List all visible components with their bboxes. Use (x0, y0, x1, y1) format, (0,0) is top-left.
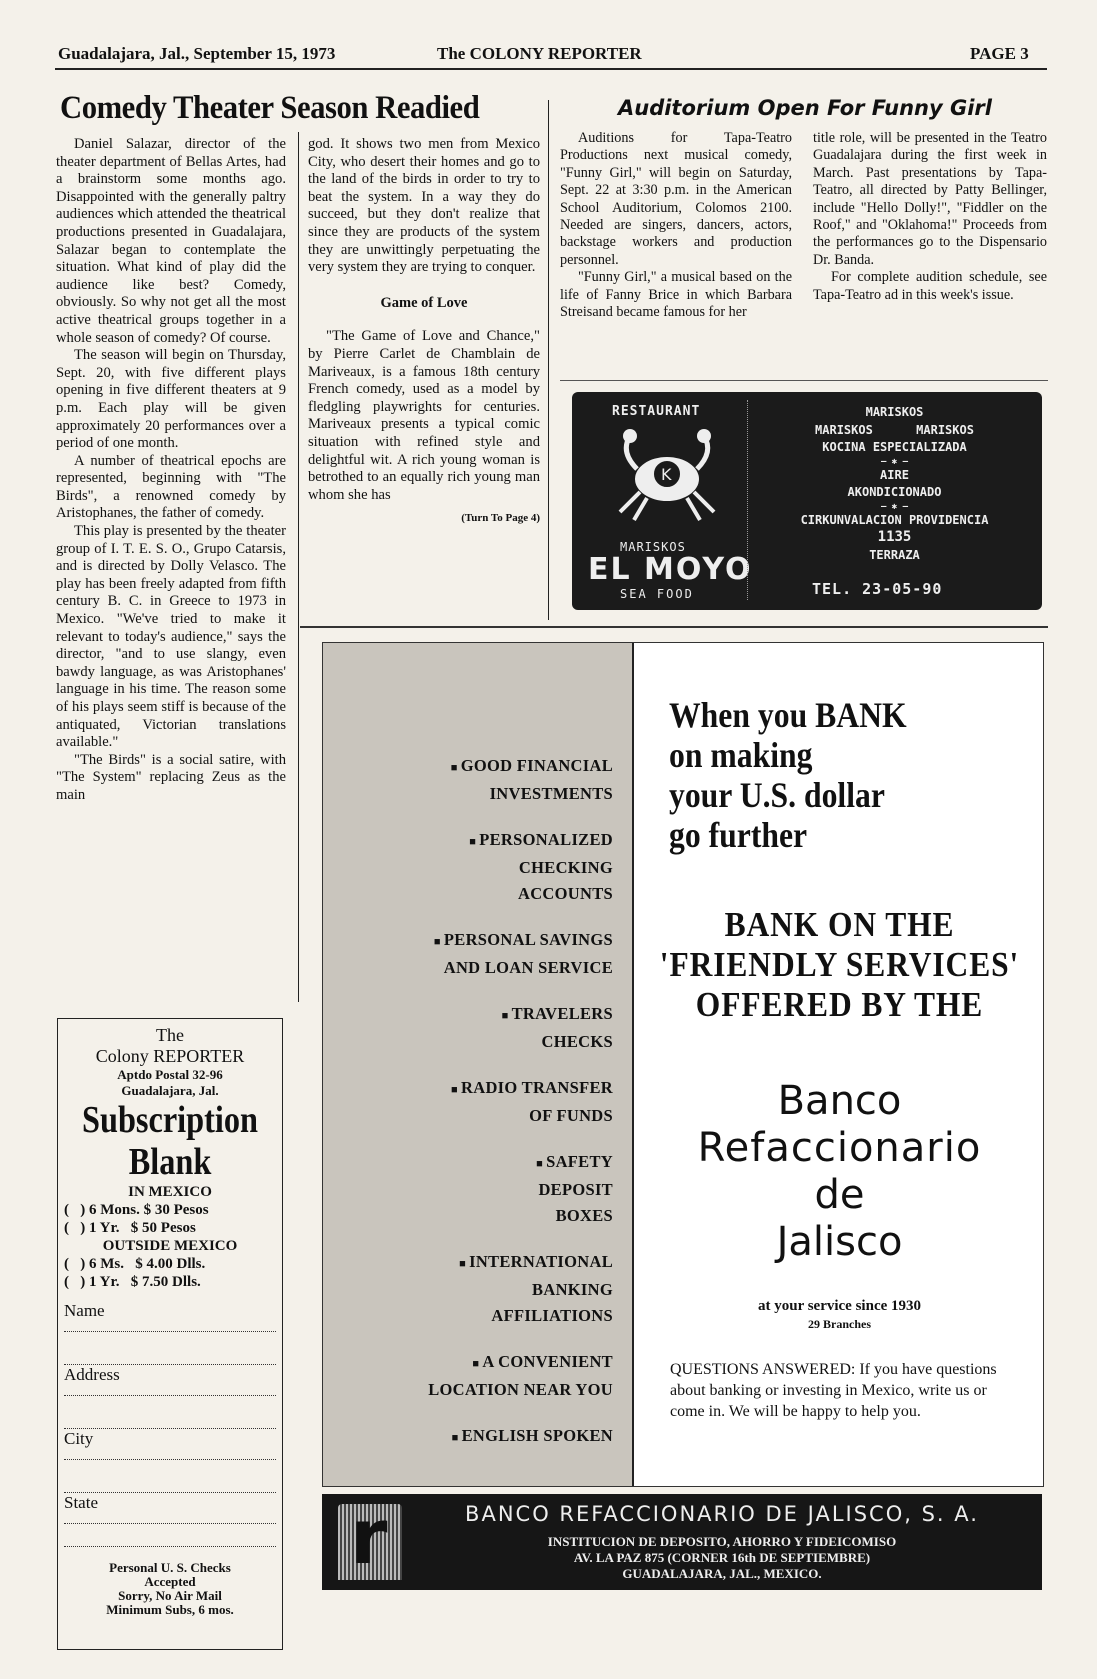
auditorium-column-1 (560, 130, 792, 321)
service-text: INTERNATIONAL (469, 1252, 613, 1271)
service-line (333, 1277, 613, 1303)
service-text: OF FUNDS (529, 1106, 613, 1125)
service-text: AFFILIATIONS (491, 1306, 613, 1325)
restaurant-phone: TEL. 23-05-90 (812, 580, 943, 598)
bank-name (634, 1078, 1045, 1266)
text-line: OUTSIDE MEXICO (102, 1238, 238, 1254)
text-line: Banco (777, 1078, 902, 1124)
bank-services-panel (323, 643, 632, 1486)
service-line (333, 1075, 613, 1103)
bank-footer (322, 1494, 1042, 1590)
text-line: Minimum Subs, 6 mos. (106, 1602, 234, 1617)
service-line (333, 1103, 613, 1129)
text-line: AKONDICIONADO (847, 485, 942, 499)
text-line: KOCINA ESPECIALIZADA (822, 440, 967, 454)
service-text: DEPOSIT (538, 1180, 613, 1199)
page-number: PAGE 3 (970, 44, 1029, 63)
bullet-icon: ■ (536, 1158, 547, 1170)
service-line (333, 955, 613, 981)
bank-service-item (333, 1149, 613, 1229)
service-line (333, 1029, 613, 1055)
service-line (333, 1303, 613, 1329)
text-line: AIRE (880, 467, 909, 482)
bank-questions: QUESTIONS ANSWERED: If you have questions about banking or investing in Mexico, write us or come in. We will be happy to help you. (670, 1361, 997, 1420)
bullet-icon: ■ (472, 1358, 483, 1370)
service-text: ACCOUNTS (518, 884, 613, 903)
restaurant-ad (572, 392, 1042, 610)
service-text: TRAVELERS (511, 1004, 613, 1023)
text-line: de (814, 1172, 865, 1218)
crab-logo-icon (612, 424, 722, 524)
paragraph: "The Game of Love and Chance," by Pierre Carlet de Chamblain de Mariveaux, is a famous 18th century French comedy, used as a model by fledgling playwrights for centuries. Mariveaux presents a typical comic situation with refined style and delightful wit. A rich young woman is betrothed to an equally rich young man whom she has (308, 328, 540, 503)
text-line: Personal U. S. Checks (109, 1560, 231, 1575)
bullet-icon: ■ (451, 1432, 462, 1444)
text-line: Colony REPORTER (95, 1046, 245, 1066)
bank-service-item (333, 927, 613, 981)
state-field[interactable] (64, 1493, 276, 1524)
asterisk: — ✱ — (880, 456, 909, 467)
svg-text:K: K (661, 465, 672, 484)
logo-letter: r (350, 1492, 388, 1581)
text-line: your U.S. dollar (669, 775, 885, 815)
bank-service-item (333, 1249, 613, 1329)
text-line: TERRAZA (869, 547, 920, 562)
service-line (333, 827, 613, 855)
footer-bank-name: BANCO REFACCIONARIO DE JALISCO, S. A. (465, 1502, 979, 1526)
paragraph: For complete audition schedule, see Tapa-Teatro ad in this week's issue. (813, 269, 1047, 303)
service-line (333, 1377, 613, 1403)
address-field-line-2[interactable] (64, 1396, 276, 1429)
bullet-icon: ■ (459, 1258, 470, 1270)
paragraph: "The Birds" is a social satire, with "The System" replacing Zeus as the main (56, 751, 286, 803)
option-1-year-outside[interactable]: ( ) 1 Yr. $ 7.50 Dlls. (64, 1274, 201, 1290)
address-field[interactable] (64, 1365, 276, 1396)
paragraph: "Funny Girl," a musical based on the life of Fanny Brice in which Barbara Streisand became famous for her (560, 269, 792, 321)
text-line: CIRKUNVALACION PROVIDENCIA (800, 512, 989, 527)
service-line (333, 753, 613, 781)
text-line: 'FRIENDLY SERVICES' (659, 945, 1020, 984)
restaurant-label: RESTAURANT (612, 404, 701, 419)
bank-tagline (669, 695, 907, 855)
divider (560, 380, 1048, 381)
text-line: Sorry, No Air Mail (118, 1588, 222, 1603)
service-line (333, 781, 613, 807)
comedy-headline: Comedy Theater Season Readied (60, 90, 480, 126)
comedy-column-2 (308, 136, 540, 528)
column-divider (548, 100, 549, 620)
bank-service-item (333, 827, 613, 907)
auditorium-column-2 (813, 130, 1047, 304)
service-text: CHECKS (541, 1032, 613, 1051)
service-text: CHECKING (518, 858, 613, 877)
bank-service-item (333, 1001, 613, 1055)
text-line: AV. LA PAZ 875 (CORNER 16th DE SEPTIEMBRE) (573, 1550, 871, 1565)
text-line: When you BANK (669, 695, 907, 735)
subhead-game-of-love: Game of Love (380, 294, 468, 311)
el-moyo-brand: EL MOYO (588, 552, 753, 587)
paragraph: A number of theatrical epochs are represented, beginning with "The Birds", a renowned comedy by Aristophanes, the father of comedy. (56, 452, 286, 522)
subscription-title: Blank (128, 1141, 212, 1183)
text-line: OFFERED BY THE (695, 985, 984, 1024)
text-line: go further (669, 815, 808, 855)
bullet-icon: ■ (469, 836, 480, 848)
field-label: City (64, 1429, 94, 1448)
service-line (333, 881, 613, 907)
paragraph: The season will begin on Thursday, Sept. 20, with five different plays opening in five different theaters at 9 p.m. Each play will be given approximately 20 performances over a period of one month. (56, 347, 286, 452)
service-text: BANKING (532, 1280, 613, 1299)
bullet-icon: ■ (433, 936, 444, 948)
bank-service-item (333, 1075, 613, 1129)
text-line: INSTITUCION DE DEPOSITO, AHORRO Y FIDEICOMISO (547, 1534, 897, 1549)
jump-line: (Turn To Page 4) (461, 512, 540, 525)
bullet-icon: ■ (450, 762, 461, 774)
text-line: IN MEXICO (128, 1184, 212, 1200)
service-text: A CONVENIENT (482, 1352, 613, 1371)
bank-service-item (333, 1423, 613, 1451)
subscription-title: Subscription (82, 1099, 258, 1141)
comedy-column-1 (56, 136, 286, 805)
footer-address (422, 1534, 1022, 1582)
paper-name: The COLONY REPORTER (437, 44, 642, 63)
text-line: Refaccionario (697, 1125, 982, 1171)
subscription-blank (57, 1018, 283, 1650)
column-divider (298, 132, 299, 1002)
bank-service-item (333, 753, 613, 807)
service-line (333, 1249, 613, 1277)
service-text: RADIO TRANSFER (461, 1078, 613, 1097)
paragraph: Auditions for Tapa-Teatro Productions next musical comedy, "Funny Girl," will begin on Saturday, Sept. 22 at 3:30 p.m. in the American School Auditorium, Colomos 2100. Needed are singers, dancers, actors, backstage workers and production personnel. (560, 130, 792, 268)
service-text: AND LOAN SERVICE (443, 958, 613, 977)
city-field-line-2[interactable] (64, 1460, 276, 1493)
text-line: Jalisco (776, 1219, 903, 1265)
state-field-line-2[interactable] (64, 1524, 276, 1547)
option-1-year-mexico[interactable]: ( ) 1 Yr. $ 50 Pesos (64, 1220, 196, 1236)
paragraph: god. It shows two men from Mexico City, who desert their homes and go to the land of the birds in order to try to beat the system. In a way they do succeed, but they don't realize that since they are products of the system they are unwittingly perpetuating the very system they are trying to conquer. (308, 136, 540, 276)
dateline: Guadalajara, Jal., September 15, 1973 (58, 44, 336, 63)
text-line: Aptdo Postal 32-96 (117, 1067, 223, 1082)
service-text: PERSONALIZED (479, 830, 613, 849)
text-line: The (156, 1025, 184, 1045)
field-label: Address (64, 1365, 120, 1384)
bank-ad (322, 642, 1044, 1487)
service-text: GOOD FINANCIAL (460, 756, 613, 775)
service-line (333, 1203, 613, 1229)
header-rule (55, 68, 1047, 70)
field-label: Name (64, 1301, 105, 1320)
text-line: on making (669, 735, 813, 775)
field-label: State (64, 1493, 98, 1512)
name-field-line-2[interactable] (64, 1332, 276, 1365)
text-line: MARISKOS MARISKOS (815, 422, 974, 437)
auditorium-headline: Auditorium Open For Funny Girl (618, 96, 992, 120)
service-line (333, 1149, 613, 1177)
bullet-icon: ■ (501, 1010, 512, 1022)
option-6-months-outside[interactable]: ( ) 6 Ms. $ 4.00 Dlls. (64, 1256, 206, 1272)
service-line (333, 1349, 613, 1377)
restaurant-details (747, 404, 1042, 564)
mariscos-label: MARISKOS (620, 540, 686, 554)
service-line (333, 1001, 613, 1029)
text-line: Accepted (144, 1574, 196, 1589)
service-line (333, 1423, 613, 1451)
asterisk: — ✱ — (880, 501, 909, 512)
friendly-services-heading (655, 905, 1025, 1025)
text-line: GUADALAJARA, JAL., MEXICO. (622, 1566, 822, 1581)
bank-text-panel (632, 643, 1045, 1486)
service-line (333, 1177, 613, 1203)
divider (300, 626, 1048, 628)
service-text: PERSONAL SAVINGS (443, 930, 613, 949)
bank-services-list (333, 753, 613, 1471)
service-text: INVESTMENTS (489, 784, 613, 803)
bank-branches: 29 Branches (808, 1317, 871, 1331)
paragraph: This play is presented by the theater group of I. T. E. S. O., Grupo Catarsis, and is directed by Dolly Velasco. The play has been freely adapted from fifth century B. C. in Greece to 1973 in Mexico. "We've tried to make it relevant to today's audience," says the director, "and to use slangy, even bawdy language, as was Aristophanes' language in his time. The reason some of his plays seem stiff is because of the antiquated, Victorian translations available." (56, 523, 286, 751)
service-line (333, 855, 613, 881)
bank-service-item (333, 1349, 613, 1403)
service-line (333, 927, 613, 955)
text-line: MARISKOS (865, 405, 924, 419)
service-text: BOXES (555, 1206, 613, 1225)
text-line: 1135 (877, 529, 912, 545)
bullet-icon: ■ (451, 1084, 462, 1096)
bank-since: at your service since 1930 (757, 1298, 922, 1314)
bank-logo-icon (338, 1492, 402, 1581)
text-line: Guadalajara, Jal. (121, 1083, 219, 1098)
service-text: SAFETY (546, 1152, 613, 1171)
service-text: LOCATION NEAR YOU (428, 1380, 613, 1399)
paragraph: title role, will be presented in the Teatro Guadalajara during the first week in March. Past presentations by Tapa-Teatro, all directed by Patty Bellinger, include "Hello Dolly!", "Fiddler on the Roof," and "Oklahoma!" Proceeds from the performances go to the Dispensario Dr. Banda. (813, 130, 1047, 268)
paragraph: Daniel Salazar, director of the theater department of Bellas Artes, had a brainstorm some months ago. Disappointed with the generally paltry audiences which attended the theatrical productions presented in Guadalajara, Salazar began to contemplate the situation. What kind of play did the audience like best? Comedy, obviously. So why not get all the most active theatrical groups together in a whole season of comedy? Of course. (56, 136, 286, 346)
text-line: BANK ON THE (724, 905, 955, 944)
sea-food-label: SEA FOOD (620, 587, 694, 601)
city-field[interactable] (64, 1429, 276, 1460)
option-6-months-mexico[interactable]: ( ) 6 Mons. $ 30 Pesos (64, 1202, 209, 1218)
name-field[interactable] (64, 1301, 276, 1332)
service-text: ENGLISH SPOKEN (461, 1426, 613, 1445)
